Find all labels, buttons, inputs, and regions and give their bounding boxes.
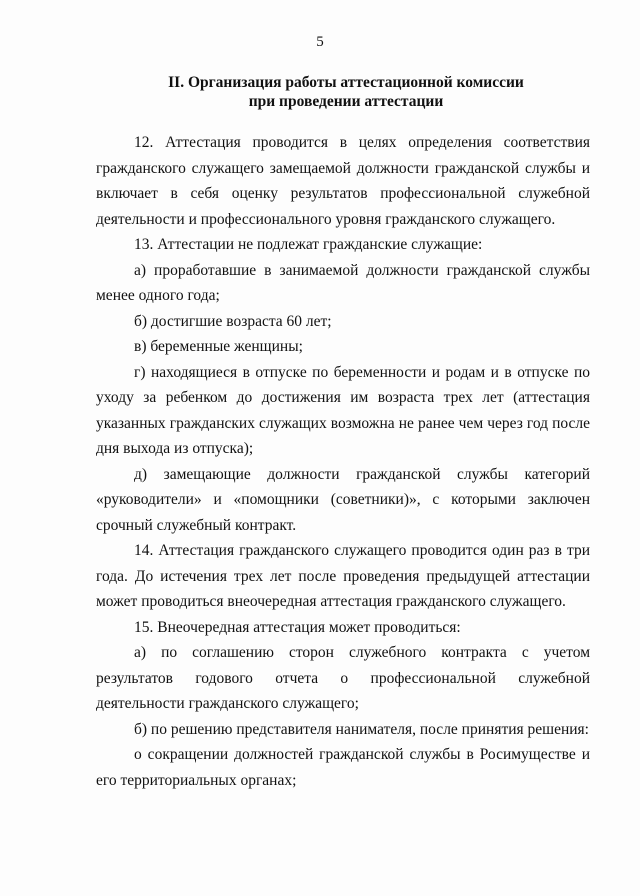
paragraph-14: 14. Аттестация гражданского служащего проводится один раз в три года. До истечения трех лет после проведения предыдущей аттестации может проводиться внеочередная аттестация гражданского служащего.: [96, 542, 590, 610]
paragraph-13-b: б) достигшие возраста 60 лет;: [134, 312, 332, 330]
section-heading-line-1: II. Организация работы аттестационной комиссии: [168, 74, 524, 91]
paragraph-12: 12. Аттестация проводится в целях определения соответствия гражданского служащего замещаемой должности гражданской службы и включает в себя оценку результатов профессиональной служебной деятельности и профессионального уровня гражданского служащего.: [96, 134, 590, 228]
paragraph-15-b: б) по решению представителя нанимателя, после принятия решения:: [134, 720, 589, 738]
paragraph-13-g: г) находящиеся в отпуске по беременности и родам и в отпуске по уходу за ребенком до достижения им возраста трех лет (аттестация указанных гражданских служащих возможна не ранее чем через год после дня выхода из отпуска);: [96, 363, 590, 457]
paragraph-13-v: в) беременные женщины;: [134, 338, 303, 355]
page-number: 5: [316, 34, 324, 50]
paragraph-15: 15. Внеочередная аттестация может проводиться:: [134, 618, 461, 636]
paragraph-13: 13. Аттестации не подлежат гражданские служащие:: [134, 236, 483, 253]
paragraph-15-b-item-1: о сокращении должностей гражданской службы в Росимуществе и его территориальных органах;: [96, 746, 590, 789]
section-heading-line-2: при проведении аттестации: [248, 93, 444, 110]
body-text: [96, 130, 590, 793]
section-heading: [96, 73, 596, 111]
paragraph-13-d: д) замещающие должности гражданской службы категорий «руководители» и «помощники (советники)», с которыми заключен срочный служебный контракт.: [96, 465, 590, 534]
paragraph-15-a: а) по соглашению сторон служебного контракта с учетом результатов годового отчета о профессиональной служебной деятельности гражданского служащего;: [96, 644, 590, 712]
paragraph-13-a: а) проработавшие в занимаемой должности гражданской службы менее одного года;: [96, 261, 590, 304]
